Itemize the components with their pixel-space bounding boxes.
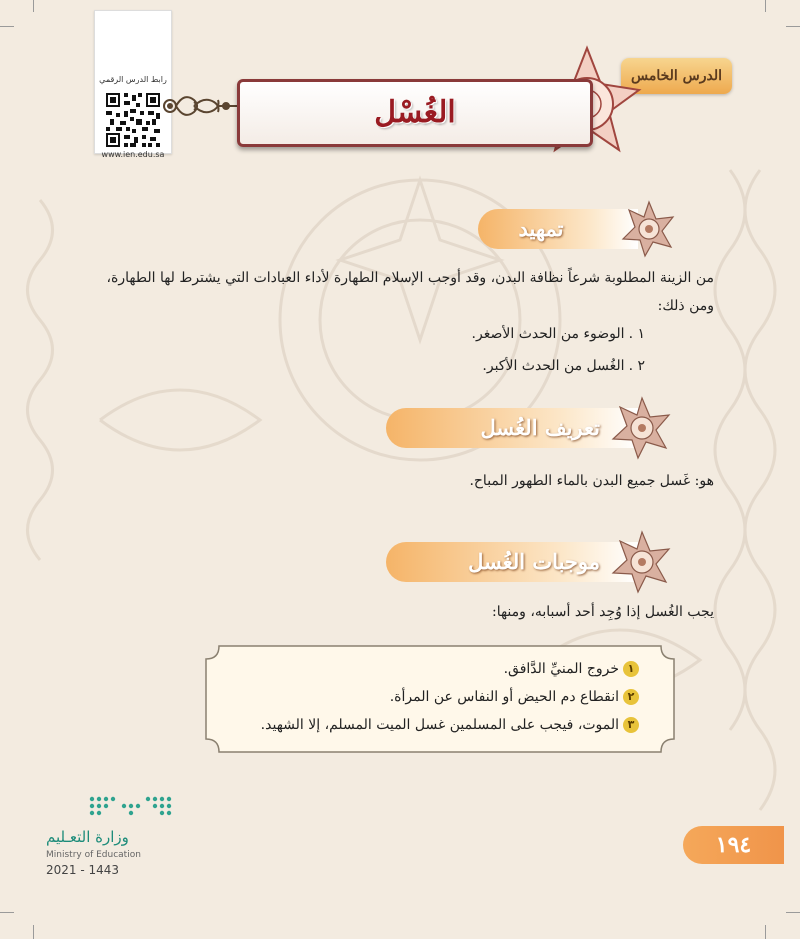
item-text: انقطاع دم الحيض أو النفاس عن المرأة. xyxy=(389,689,619,705)
obligation-item xyxy=(504,661,639,677)
intro-paragraph-line1: من الزينة المطلوبة شرعاً نظافة البدن، وقد أوجب الإسلام الطهارة لأداء العبادات التي يشترط لها الطهارة، xyxy=(106,270,714,286)
list-number: ٢ . xyxy=(628,358,645,374)
list-text: الغُسل من الحدث الأكبر. xyxy=(482,358,625,374)
qr-label: رابط الدرس الرقمي xyxy=(99,75,167,84)
qr-code-icon[interactable] xyxy=(104,91,162,149)
ministry-name-ar: وزارة التعـليم xyxy=(46,828,129,846)
number-badge: ٢ xyxy=(623,689,639,705)
intro-list-item xyxy=(482,358,645,374)
definition-text: هو: غَسل جميع البدن بالماء الطهور المباح. xyxy=(469,473,714,489)
ministry-year: 2021 - 1443 xyxy=(46,863,120,877)
rosette-icon xyxy=(610,396,674,460)
obligations-list-box xyxy=(205,645,675,753)
list-text: الوضوء من الحدث الأصغر. xyxy=(471,326,625,342)
obligation-item xyxy=(261,717,639,733)
rosette-icon xyxy=(610,530,674,594)
lesson-title: الغُسْل xyxy=(374,95,456,130)
list-number: ١ . xyxy=(628,326,645,342)
ministry-logo-icon xyxy=(86,793,174,827)
obligation-item xyxy=(390,689,639,705)
ministry-name-en: Ministry of Education xyxy=(46,850,141,860)
digital-lesson-qr-box[interactable] xyxy=(94,10,172,159)
left-scroll-ornament xyxy=(160,86,240,126)
qr-url[interactable]: www.ien.edu.sa xyxy=(101,150,165,159)
lesson-title-box xyxy=(237,79,593,147)
number-badge: ٣ xyxy=(623,717,639,733)
page-number: ١٩٤ xyxy=(683,826,784,864)
obligations-intro: يجب الغُسل إذا وُجِد أحد أسبابه، ومنها: xyxy=(491,604,714,620)
intro-list-item xyxy=(472,326,645,342)
rosette-icon xyxy=(620,200,678,258)
item-text: خروج المنيِّ الدَّافق. xyxy=(503,661,619,677)
intro-heading: تمهيد xyxy=(518,216,564,241)
number-badge: ١ xyxy=(623,661,639,677)
intro-paragraph-line2: ومن ذلك: xyxy=(657,298,714,314)
lesson-tag: الدرس الخامس xyxy=(621,58,732,94)
obligations-heading: موجبات الغُسل xyxy=(468,549,600,574)
item-text: الموت، فيجب على المسلمين غسل الميت المسلم، إلا الشهيد. xyxy=(260,717,619,733)
definition-heading: تعريف الغُسل xyxy=(480,415,600,440)
